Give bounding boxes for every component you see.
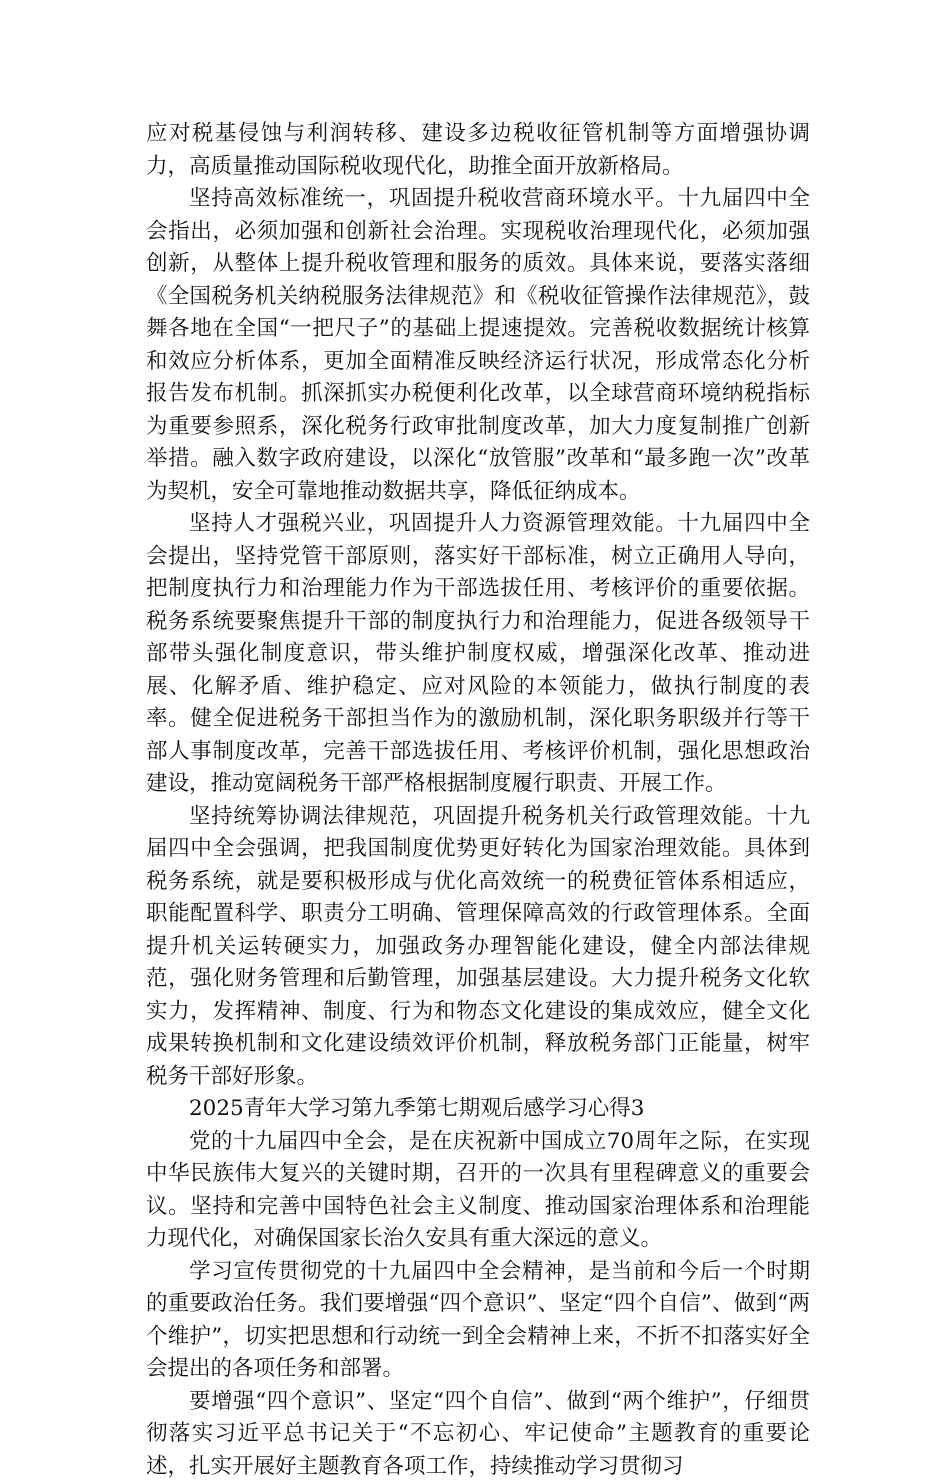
paragraph-talent: 坚持人才强税兴业，巩固提升人力资源管理效能。十九届四中全会提出，坚持党管干部原则，落实好干部标准，树立正确用人导向，把制度执行力和治理能力作为干部选拔任用、考核评价的重要依据。税务系统要聚焦提升干部的制度执行力和治理能力，促进各级领导干部带头强化制度意识，带头维护制度权威，增强深化改革、推动进展、化解矛盾、维护稳定、应对风险的本领能力，做执行制度的表率。健全促进税务干部担当作为的激励机制，深化职务职级并行等干部人事制度改革，完善干部选拔任用、考核评价机制，强化思想政治建设，推动宽阔税务干部严格根据制度履行职责、开展工作。 <box>146 508 810 801</box>
paragraph-continuation: 应对税基侵蚀与利润转移、建设多边税收征管机制等方面增强协调力，高质量推动国际税收现代化，助推全面开放新格局。 <box>146 118 810 183</box>
paragraph-business-environment: 坚持高效标准统一，巩固提升税收营商环境水平。十九届四中全会指出，必须加强和创新社会治理。实现税收治理现代化，必须加强创新，从整体上提升税收管理和服务的质效。具体来说，要落实落细《全国税务机关纳税服务法律规范》和《税收征管操作法律规范》，鼓舞各地在全国“一把尺子”的基础上提速提效。完善税收数据统计核算和效应分析体系，更加全面精准反映经济运行状况，形成常态化分析报告发布机制。抓深抓实办税便利化改革，以全球营商环境纳税指标为重要参照系，深化税务行政审批制度改革，加大力度复制推广创新举措。融入数字政府建设，以深化“放管服”改革和“最多跑一次”改革为契机，安全可靠地推动数据共享，降低征纳成本。 <box>146 183 810 508</box>
paragraph-plenary-session: 党的十九届四中全会，是在庆祝新中国成立70周年之际，在实现中华民族伟大复兴的关键时期，召开的一次具有里程碑意义的重要会议。坚持和完善中国特色社会主义制度、推动国家治理体系和治理能力现代化，对确保国家长治久安具有重大深远的意义。 <box>146 1126 810 1256</box>
paragraph-four-consciousness: 要增强“四个意识”、坚定“四个自信”、做到“两个维护”，仔细贯彻落实习近平总书记关于“不忘初心、牢记使命”主题教育的重要论述，扎实开展好主题教育各项工作，持续推动学习贯彻习 <box>146 1386 810 1483</box>
document-page <box>146 118 810 1483</box>
paragraph-study-spirit: 学习宣传贯彻党的十九届四中全会精神，是当前和今后一个时期的重要政治任务。我们要增强“四个意识”、坚定“四个自信”、做到“两个维护”，切实把思想和行动统一到全会精神上来，不折不扣落实好全会提出的各项任务和部署。 <box>146 1256 810 1386</box>
paragraph-administration: 坚持统筹协调法律规范，巩固提升税务机关行政管理效能。十九届四中全会强调，把我国制度优势更好转化为国家治理效能。具体到税务系统，就是要积极形成与优化高效统一的税费征管体系相适应，职能配置科学、职责分工明确、管理保障高效的行政管理体系。全面提升机关运转硬实力，加强政务办理智能化建设，健全内部法律规范，强化财务管理和后勤管理，加强基层建设。大力提升税务文化软实力，发挥精神、制度、行为和物态文化建设的集成效应，健全文化成果转换机制和文化建设绩效评价机制，释放税务部门正能量，树牢税务干部好形象。 <box>146 801 810 1094</box>
section-heading: 2025青年大学习第九季第七期观后感学习心得3 <box>146 1093 810 1126</box>
